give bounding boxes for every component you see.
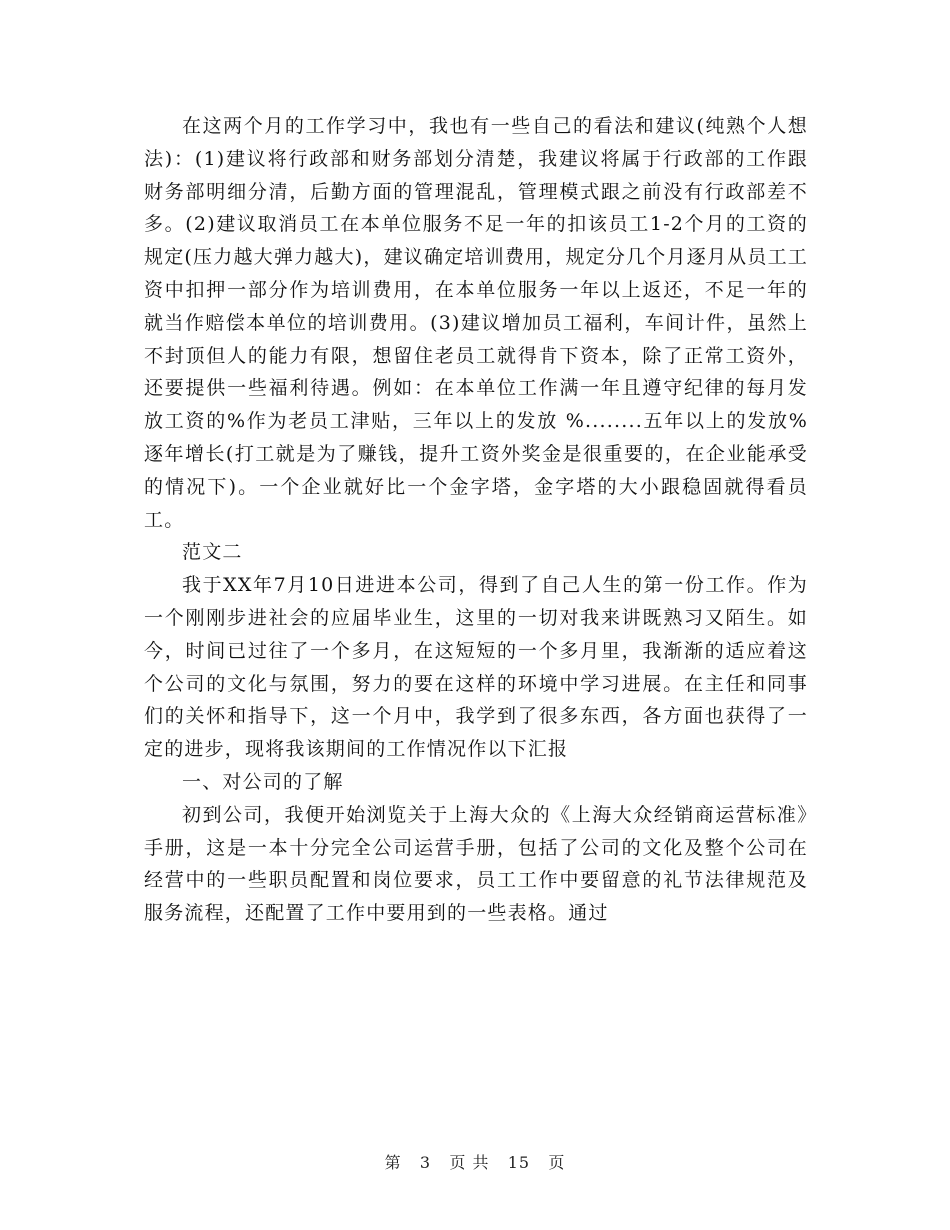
paragraph-introduction: 我于XX年7月10日进进本公司，得到了自己人生的第一份工作。作为一个刚刚步进社会的应届毕业生，这里的一切对我来讲既熟习又陌生。如今，时间已过往了一个多月，在这短短的一个多月里，我渐渐的适应着这个公司的文化与氛围，努力的要在这样的环境中学习进展。在主任和同事们的关怀和指导下，这一个月中，我学到了很多东西，各方面也获得了一定的进步，现将我该期间的工作情况作以下汇报 bbox=[144, 574, 808, 761]
current-page-number: 3 bbox=[419, 1153, 432, 1172]
total-pages-number: 15 bbox=[507, 1153, 531, 1172]
document-body bbox=[144, 110, 808, 930]
page-label-mid: 页 共 bbox=[449, 1153, 490, 1172]
section-heading-sample-two: 范文二 bbox=[182, 541, 243, 564]
page-label-prefix: 第 bbox=[384, 1153, 402, 1172]
page-label-suffix: 页 bbox=[548, 1153, 566, 1172]
paragraph-company-manual: 初到公司，我便开始浏览关于上海大众的《上海大众经销商运营标准》手册，这是一本十分完全公司运营手册，包括了公司的文化及整个公司在经营中的一些职员配置和岗位要求，员工工作中要留意的礼节法律规范及服务流程，还配置了工作中要用到的一些表格。通过 bbox=[144, 803, 808, 925]
page-footer bbox=[0, 1152, 950, 1174]
paragraph-suggestions: 在这两个月的工作学习中，我也有一些自己的看法和建议(纯熟个人想法)：(1)建议将行政部和财务部划分清楚，我建议将属于行政部的工作跟财务部明细分清，后勤方面的管理混乱，管理模式跟之前没有行政部差不多。(2)建议取消员工在本单位服务不足一年的扣该员工1-2个月的工资的规定(压力越大弹力越大)，建议确定培训费用，规定分几个月逐月从员工工资中扣押一部分作为培训费用，在本单位服务一年以上返还，不足一年的就当作赔偿本单位的培训费用。(3)建议增加员工福利，车间计件，虽然上不封顶但人的能力有限，想留住老员工就得肯下资本，除了正常工资外，还要提供一些福利待遇。例如：在本单位工作满一年且遵守纪律的每月发放工资的%作为老员工津贴，三年以上的发放 %........五年以上的发放%逐年增长(打工就是为了赚钱，提升工资外奖金是很重要的，在企业能承受的情况下)。一个企业就好比一个金字塔，金字塔的大小跟稳固就得看员工。 bbox=[144, 115, 808, 531]
section-heading-company-understanding: 一、对公司的了解 bbox=[182, 770, 344, 793]
